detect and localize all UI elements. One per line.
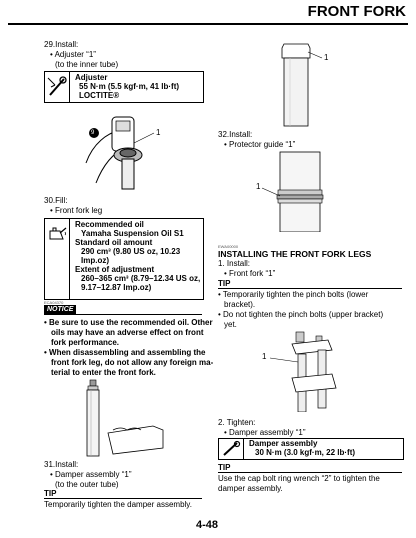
tip-bullet-2: • Do not tighten the pinch bolts (upper bracket) bbox=[218, 310, 384, 319]
step-31-sub: (to the outer tube) bbox=[55, 480, 119, 489]
tip-bullet-2-cont: yet. bbox=[224, 320, 237, 329]
step-1-bullet: • Front fork “1” bbox=[224, 269, 276, 278]
oil-extent-label: Extent of adjustment bbox=[75, 265, 155, 274]
step-29-sub: (to the inner tube) bbox=[55, 60, 119, 69]
notice-bullet-1: • Be sure to use the recommended oil. Other bbox=[44, 318, 213, 327]
notice-bullet-2-cont2: terial to enter the front fork. bbox=[51, 368, 156, 377]
notice-rule bbox=[44, 314, 202, 315]
page-number: 4-48 bbox=[196, 519, 219, 531]
oil-extent-value: 260–365 cm³ (8.79–12.34 US oz, bbox=[81, 274, 201, 283]
adjuster-torque: 55 N·m (5.5 kgf·m, 41 lb·ft) bbox=[79, 82, 180, 91]
callout-1-top: 1 bbox=[324, 53, 329, 62]
damper-torque-box bbox=[218, 438, 404, 460]
oil-can-icon bbox=[45, 219, 70, 299]
callout-1-guide: 1 bbox=[256, 182, 261, 191]
step-29-bullet: • Adjuster “1” bbox=[50, 50, 96, 59]
oil-amount-label: Standard oil amount bbox=[75, 238, 153, 247]
step-31-bullet: • Damper assembly “1” bbox=[50, 470, 132, 479]
adjuster-torque-box bbox=[44, 71, 204, 103]
damper-label: Damper assembly bbox=[249, 439, 318, 448]
step-32-title: 32.Install: bbox=[218, 130, 253, 139]
step-31-title: 31.Install: bbox=[44, 460, 79, 469]
section-title: INSTALLING THE FRONT FORK LEGS bbox=[218, 249, 372, 259]
tip-rule-right bbox=[218, 288, 402, 289]
recommended-oil-box bbox=[44, 218, 204, 300]
tip2-label-right: TIP bbox=[218, 463, 231, 472]
page-header bbox=[0, 0, 416, 24]
step-2-title: 2. Tighten: bbox=[218, 418, 256, 427]
notice-bullet-2: • When disassembling and assembling the bbox=[44, 348, 206, 357]
damper-torque: 30 N·m (3.0 kgf·m, 22 lb·ft) bbox=[255, 448, 356, 457]
oil-rec-label: Recommended oil bbox=[75, 220, 144, 229]
fork-legs-illustration bbox=[256, 330, 356, 412]
notice-label: NOTICE bbox=[44, 305, 76, 314]
step-32-bullet: • Protector guide “1” bbox=[224, 140, 296, 149]
tip-rule-left bbox=[44, 498, 202, 499]
tip-bullet-1: • Temporarily tighten the pinch bolts (lower bbox=[218, 290, 369, 299]
tip-text-left: Temporarily tighten the damper assembly. bbox=[44, 500, 192, 509]
step-1-title: 1. Install: bbox=[218, 259, 251, 268]
oil-extent-value-cont: 9.17–12.87 Imp.oz) bbox=[81, 283, 152, 292]
tip-label-right: TIP bbox=[218, 279, 231, 288]
wrench-icon bbox=[219, 439, 244, 459]
adjuster-illustration bbox=[78, 103, 186, 191]
oil-amount-value: 290 cm³ (9.80 US oz, 10.23 bbox=[81, 247, 181, 256]
tip2-text-1: Use the cap bolt ring wrench “2” to tighten the bbox=[218, 474, 380, 483]
oil-rec-value: Yamaha Suspension Oil S1 bbox=[81, 229, 184, 238]
oil-amount-value-cont: Imp.oz) bbox=[81, 256, 109, 265]
callout-1-fork: 1 bbox=[262, 352, 267, 361]
notice-bullet-1-cont: oils may have an adverse effect on front bbox=[51, 328, 204, 337]
adjuster-label: Adjuster bbox=[75, 73, 108, 82]
page-title: FRONT FORK bbox=[307, 3, 406, 20]
notice-code: ECA04370 bbox=[44, 300, 64, 305]
inner-tube-illustration bbox=[270, 40, 340, 128]
notice-bullet-1-cont2: fork performance. bbox=[51, 338, 120, 347]
step-30-bullet: • Front fork leg bbox=[50, 206, 103, 215]
step-29-title: 29.Install: bbox=[44, 40, 79, 49]
wrench-icon bbox=[45, 72, 70, 102]
damper-illustration bbox=[68, 378, 178, 458]
header-rule bbox=[8, 23, 408, 25]
callout-1: 1 bbox=[156, 128, 161, 137]
adjuster-loctite: LOCTITE® bbox=[79, 91, 120, 100]
tip2-rule-right bbox=[218, 472, 402, 473]
notice-bullet-2-cont: front fork leg, do not allow any foreign ma- bbox=[51, 358, 214, 367]
tip2-text-2: damper assembly. bbox=[218, 484, 283, 493]
protector-guide-illustration bbox=[250, 150, 360, 232]
section-code: EWA00000 bbox=[218, 244, 239, 249]
tip-bullet-1-cont: bracket). bbox=[224, 300, 256, 309]
figure-badge: 9 bbox=[91, 130, 95, 136]
tip-label-left: TIP bbox=[44, 489, 57, 498]
step-30-title: 30.Fill: bbox=[44, 196, 68, 205]
step-2-bullet: • Damper assembly “1” bbox=[224, 428, 306, 437]
